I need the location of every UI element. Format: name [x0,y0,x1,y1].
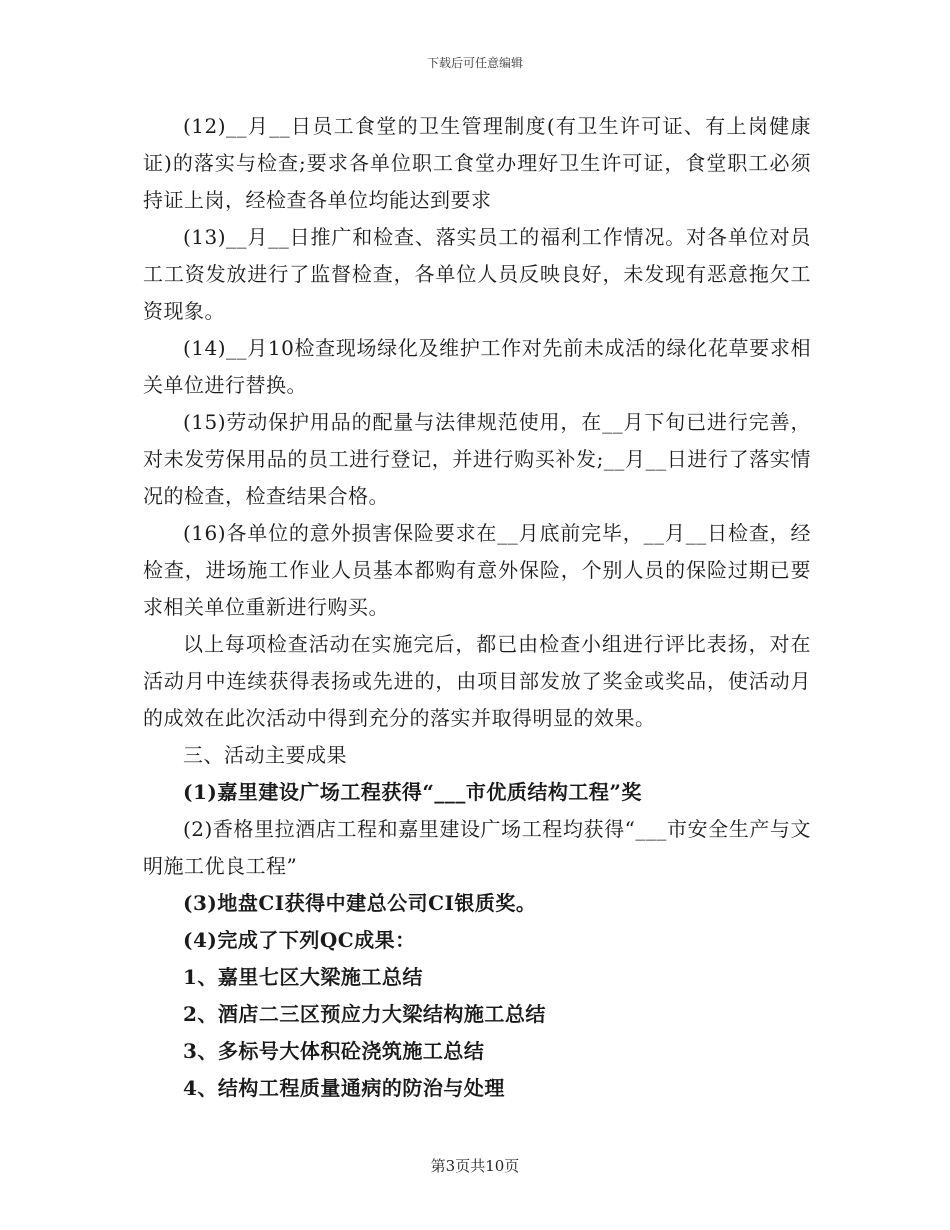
achievement-3: (3)地盘CI获得中建总公司CI银质奖。 [183,891,537,915]
section-heading: 三、活动主要成果 [183,743,347,767]
achievement-4: (4)完成了下列QC成果： [183,928,416,952]
paragraph-15: (15)劳动保护用品的配量与法律规范使用，在__月下旬已进行完善，对未发劳保用品的员工进行登记，并进行购买补发;__月__日进行了落实情况的检查，检查结果合格。 [143,410,811,508]
qc-item-1: 1、嘉里七区大梁施工总结 [183,965,423,989]
paragraph-12: (12)__月__日员工食堂的卫生管理制度(有卫生许可证、有上岗健康证)的落实与检查;要求各单位职工食堂办理好卫生许可证，食堂职工必须持证上岗，经检查各单位均能达到要求 [143,114,811,212]
paragraph-13: (13)__月__日推广和检查、落实员工的福利工作情况。对各单位对员工工资发放进行了监督检查，各单位人员反映良好，未发现有恶意拖欠工资现象。 [143,225,811,323]
qc-item-2: 2、酒店二三区预应力大梁结构施工总结 [183,1002,546,1026]
document-body [143,108,811,1107]
qc-item-4: 4、结构工程质量通病的防治与处理 [183,1076,505,1100]
paragraph-16: (16)各单位的意外损害保险要求在__月底前完毕，__月__日检查，经检查，进场施工作业人员基本都购有意外保险，个别人员的保险过期已要求相关单位重新进行购买。 [143,521,811,619]
qc-item-3: 3、多标号大体积砼浇筑施工总结 [183,1039,485,1063]
achievement-2: (2)香格里拉酒店工程和嘉里建设广场工程均获得“___市安全生产与文明施工优良工程” [143,817,811,878]
page-header: 下载后可任意编辑 [426,56,523,70]
page-number: 第3页共10页 [430,1157,520,1175]
summary-paragraph: 以上每项检查活动在实施完后，都已由检查小组进行评比表扬，对在活动月中连续获得表扬或先进的，由项目部发放了奖金或奖品，使活动月的成效在此次活动中得到充分的落实并取得明显的效果。 [143,632,811,730]
paragraph-14: (14)__月10检查现场绿化及维护工作对先前未成活的绿化花草要求相关单位进行替换。 [143,336,811,397]
achievement-1: (1)嘉里建设广场工程获得“___市优质结构工程”奖 [183,780,642,804]
